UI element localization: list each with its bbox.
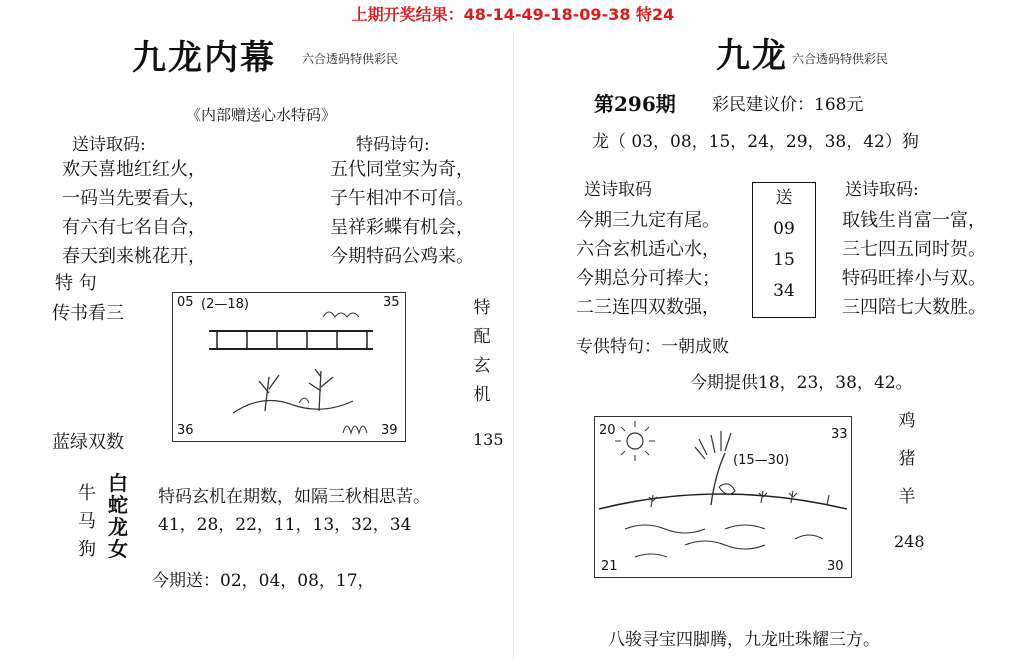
left-sketch-drawing — [173, 293, 405, 441]
left-pic-num-bl: 36 — [177, 423, 194, 438]
right-poem-right-line: 特码旺捧小与双。 — [842, 268, 986, 289]
left-poem-left-line: 春天到来桃花开， — [62, 246, 206, 267]
riddle-column — [108, 472, 128, 560]
right-pic-note: (15—30) — [733, 453, 790, 468]
lan-lv-label: 蓝绿双数 — [52, 432, 124, 453]
left-poem-left-line: 有六有七名自合， — [62, 217, 206, 238]
today-send-line: 今期送：02，04，08，17， — [152, 571, 375, 591]
animal-rooster: 鸡 — [898, 411, 916, 431]
animal-goat: 羊 — [898, 487, 916, 507]
send-box-number: 09 — [773, 219, 795, 239]
riddle-char: 蛇 — [108, 493, 128, 517]
riddle-char: 龙 — [108, 515, 128, 539]
dragon-dog-line: 龙（ 03，08，15，24，29，38，42）狗 — [592, 132, 919, 152]
vertical-char: 特 — [473, 298, 491, 318]
special-phrase: 专供特句：一朝成败 — [576, 337, 729, 357]
left-poem-right-line: 呈祥彩蝶有机会， — [330, 217, 474, 238]
xuanji-line: 特码玄机在期数，如隔三秋相思苦。 — [158, 487, 430, 507]
right-poem-left-line: 今期三九定有尾。 — [576, 210, 720, 231]
right-title: 九龙 — [716, 36, 788, 76]
animal-dog: 狗 — [78, 539, 96, 560]
left-poem-left-line: 欢天喜地红红火， — [62, 159, 206, 180]
right-poem-left-line: 二三连四双数强， — [576, 297, 720, 318]
price-line: 彩民建议价：168元 — [712, 95, 864, 115]
issue-number: 第296期 — [594, 92, 676, 116]
left-animal-column — [78, 480, 96, 564]
send-box-number: 15 — [773, 250, 795, 270]
right-poem-right-line: 三七四五同时贺。 — [842, 239, 986, 260]
send-box-label: 送 — [775, 188, 793, 208]
riddle-char: 白 — [108, 471, 128, 495]
right-poem-right-title: 送诗取码: — [845, 180, 919, 200]
num-248: 248 — [894, 532, 925, 551]
left-pic-note: (2—18) — [201, 297, 249, 312]
right-poem-left-title: 送诗取码 — [584, 180, 652, 200]
right-pic-num-bl: 21 — [601, 559, 618, 574]
send-box — [752, 182, 816, 318]
left-title: 九龙内幕 — [132, 38, 276, 78]
riddle-char: 女 — [108, 537, 128, 561]
animal-ox: 牛 — [78, 483, 96, 504]
today-provide-line: 今期提供18，23，38，42。 — [690, 373, 913, 393]
right-animal-column — [895, 402, 919, 516]
right-sketch-drawing — [595, 417, 851, 577]
left-poem-left-title: 送诗取码: — [72, 135, 146, 155]
right-poem-left-line: 今期总分可捧大； — [576, 268, 720, 289]
right-poem-right-line: 三四陪七大数胜。 — [842, 297, 986, 318]
vertical-char: 玄 — [473, 356, 491, 376]
last-result-banner: 上期开奖结果：48-14-49-18-09-38 特24 — [351, 5, 675, 24]
chuan-shu-label: 传书看三 — [52, 303, 124, 324]
bottom-verse: 八骏寻宝四脚腾，九龙吐珠耀三方。 — [608, 630, 880, 650]
left-pic-num-br: 39 — [381, 423, 398, 438]
left-numbers-line: 41，28，22，11，13，32，34 — [158, 515, 412, 535]
vertical-char: 配 — [473, 327, 491, 347]
left-pic-num-tr: 35 — [383, 295, 400, 310]
left-poem-right-title: 特码诗句: — [356, 135, 430, 155]
left-subtitle: 六合透码特供彩民 — [302, 52, 399, 66]
num-135: 135 — [473, 430, 504, 449]
right-pic-num-tr: 33 — [831, 427, 848, 442]
send-box-number: 34 — [773, 281, 795, 301]
left-poem-left-line: 一码当先要看大， — [62, 188, 206, 209]
vertical-te-pei-xuan-ji — [470, 294, 494, 410]
right-pic-num-br: 30 — [827, 559, 844, 574]
right-clue-picture — [594, 416, 852, 578]
animal-horse: 马 — [78, 511, 96, 532]
left-inner-title: 《内部赠送心水特码》 — [186, 106, 337, 124]
left-pic-num-tl: 05 — [177, 295, 194, 310]
right-pic-num-tl: 20 — [599, 423, 616, 438]
animal-pig: 猪 — [898, 449, 916, 469]
left-poem-right-line: 今期特码公鸡来。 — [330, 246, 474, 267]
page-divider — [513, 30, 514, 660]
left-poem-right-line: 子午相冲不可信。 — [330, 188, 474, 209]
left-clue-picture — [172, 292, 406, 442]
right-poem-left-line: 六合玄机适心水， — [576, 239, 720, 260]
left-poem-right-line: 五代同堂实为奇， — [330, 159, 474, 180]
right-poem-right-line: 取钱生肖富一富， — [842, 210, 986, 231]
te-ju-label: 特 句 — [55, 273, 97, 294]
right-subtitle: 六合透码特供彩民 — [792, 52, 889, 66]
vertical-char: 机 — [473, 385, 491, 405]
